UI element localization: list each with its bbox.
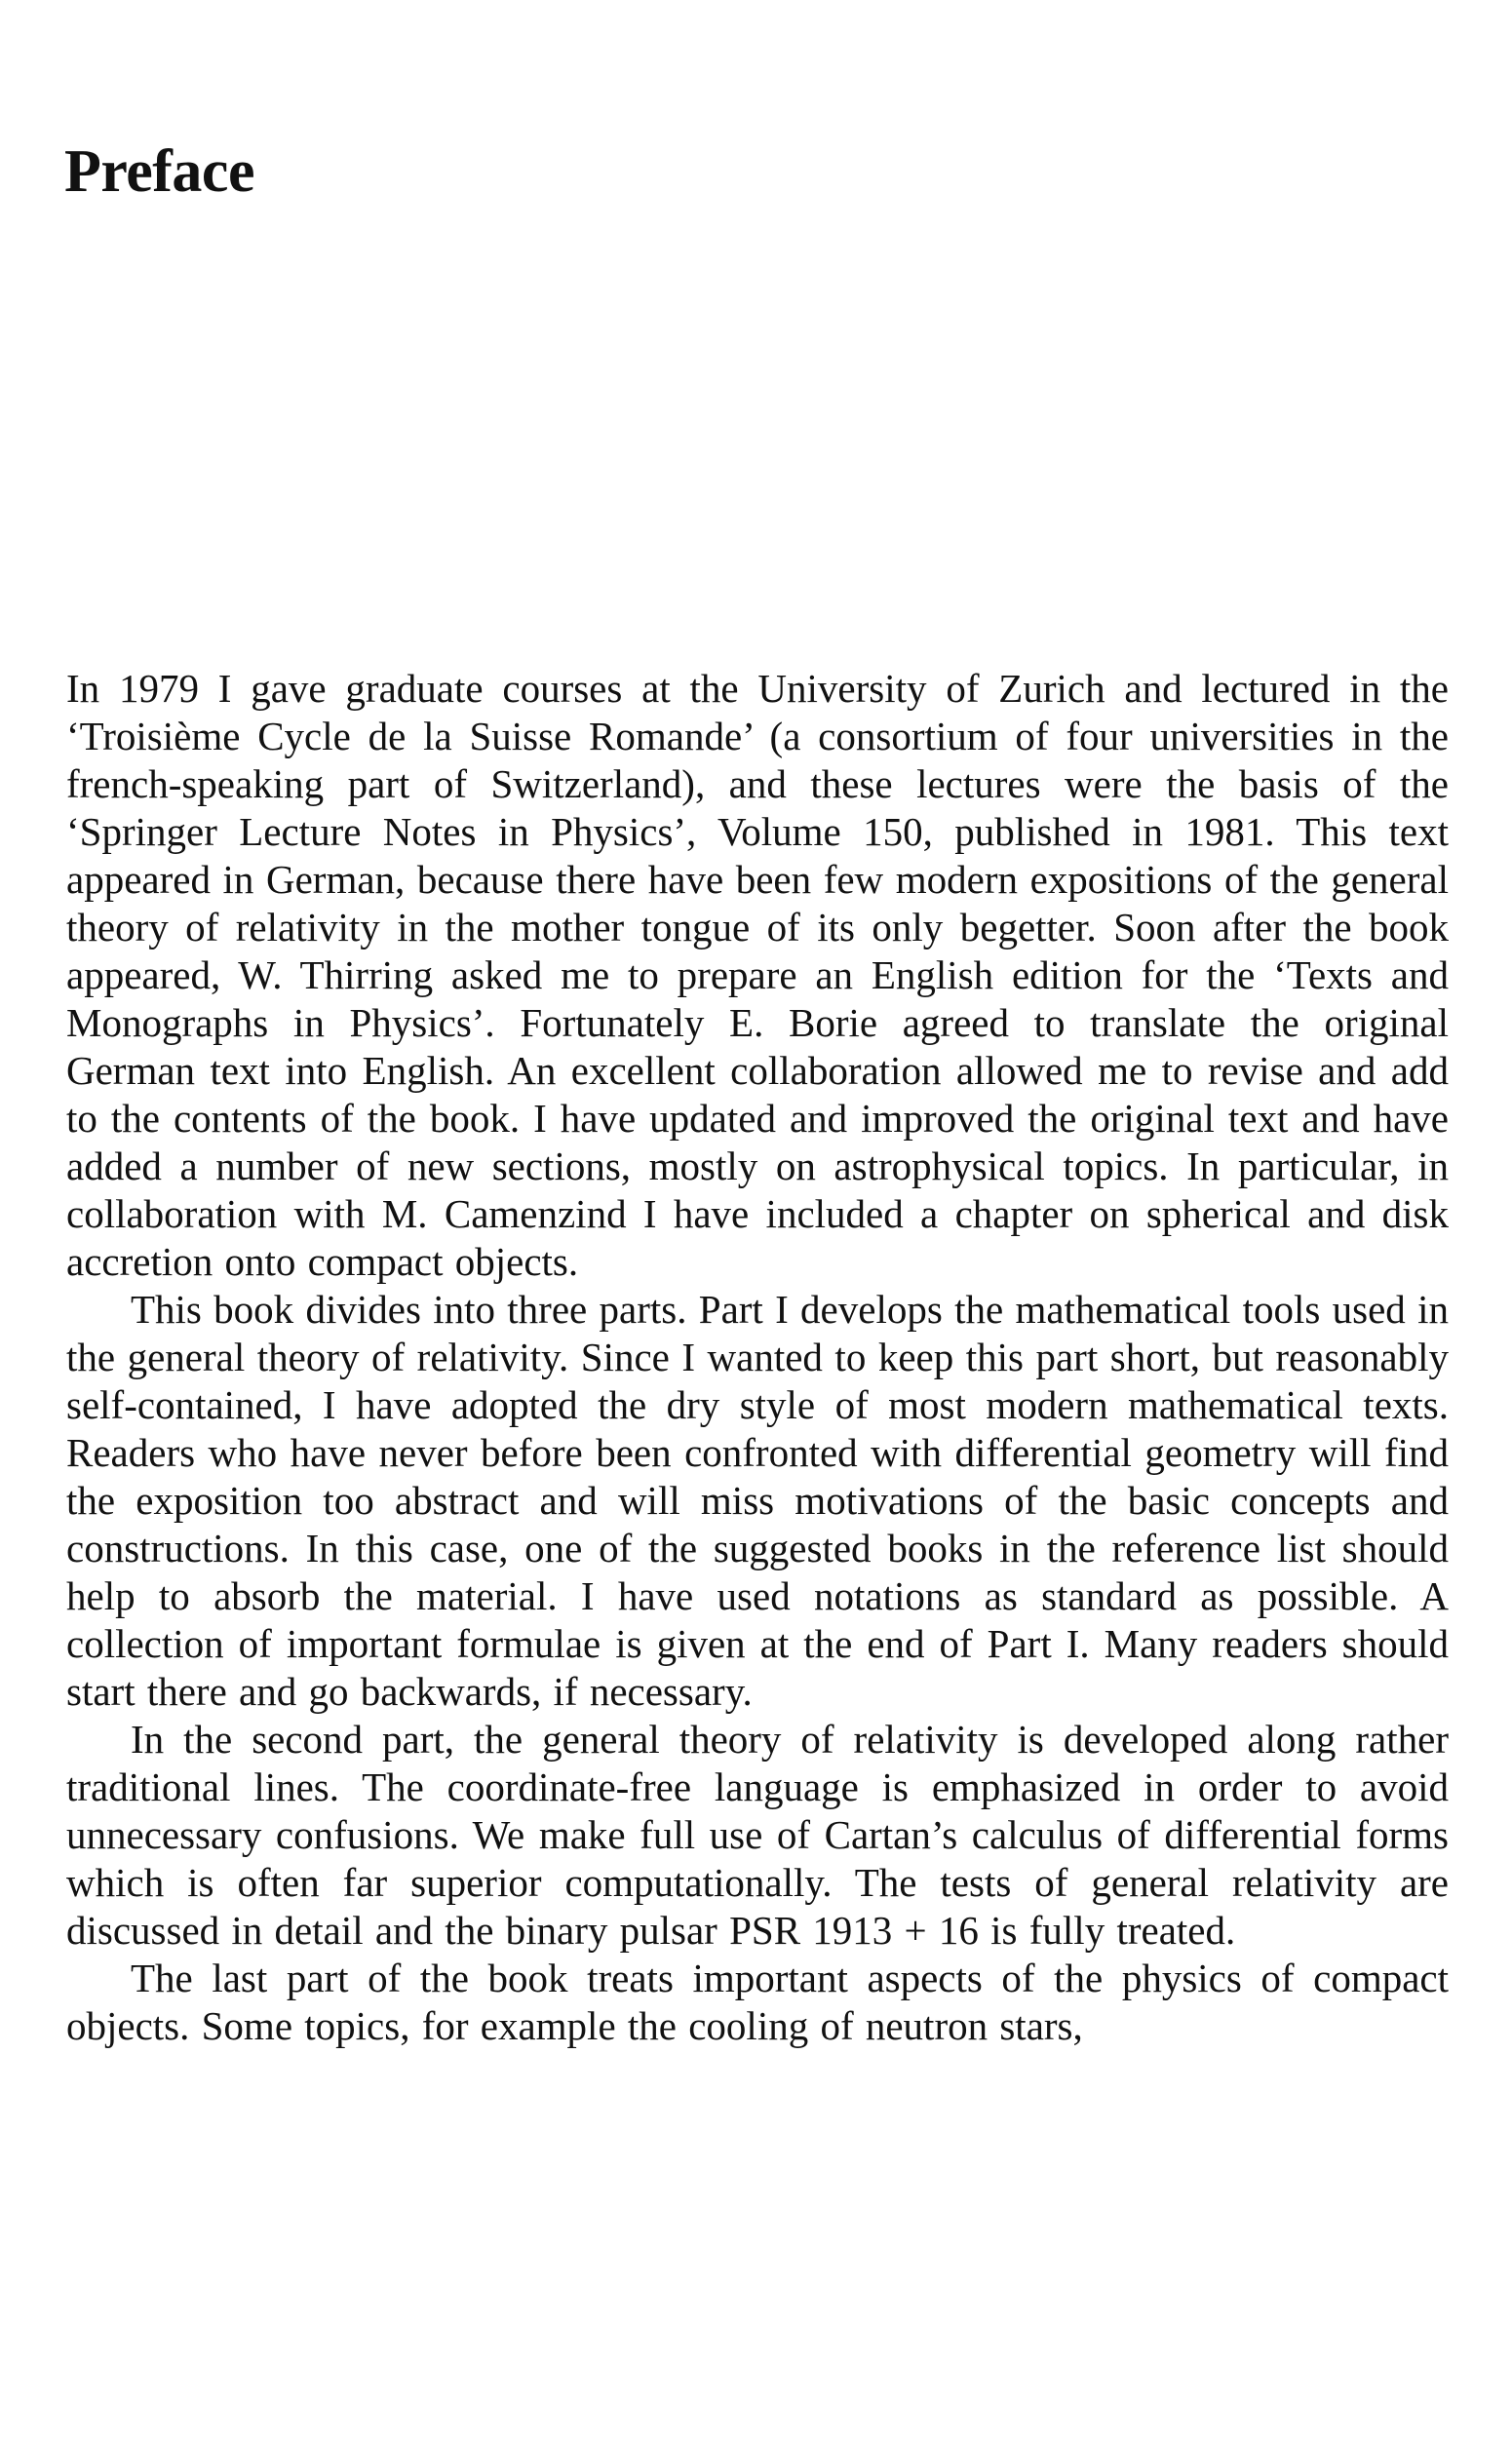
paragraph-3: In the second part, the general theory of relativity is developed along rather traditional lines. The coordinate-free language is emphasized in order to avoid unnecessary confusions. We make full use of Cartan’s calculus of differential forms which is often far superior computationally. The tests of general relativity are discussed in detail and the binary pulsar PSR 1913 + 16 is fully treated. — [66, 1717, 1449, 1953]
preface-body — [66, 665, 1449, 2050]
paragraph-2: This book divides into three parts. Part I develops the mathematical tools used in the general theory of relativity. Since I wanted to keep this part short, but reasonably self-contained, I have adopted the dry style of most modern mathematical texts. Readers who have never before been confronted with differential geometry will find the exposition too abstract and will miss motivations of the basic concepts and constructions. In this case, one of the suggested books in the reference list should help to absorb the material. I have used notations as standard as possible. A collection of important formulae is given at the end of Part I. Many readers should start there and go backwards, if necessary. — [66, 1287, 1449, 1714]
page-title: Preface — [64, 138, 254, 205]
paragraph-4: The last part of the book treats important aspects of the physics of compact objects. Some topics, for example the cooling of neutron stars, — [66, 1956, 1449, 2048]
paragraph-1: In 1979 I gave graduate courses at the University of Zurich and lectured in the ‘Troisième Cycle de la Suisse Romande’ (a consortium of four universities in the french-speaking part of Switzerland), and these lectures were the basis of the ‘Springer Lecture Notes in Physics’, Volume 150, published in 1981. This text appeared in German, because there have been few modern expositions of the general theory of relativity in the mother tongue of its only begetter. Soon after the book appeared, W. Thirring asked me to prepare an English edition for the ‘Texts and Monographs in Physics’. Fortunately E. Borie agreed to translate the original German text into English. An excellent collaboration allowed me to revise and add to the contents of the book. I have updated and improved the original text and have added a number of new sections, mostly on astrophysical topics. In particular, in collaboration with M. Camenzind I have included a chapter on spherical and disk accretion onto compact objects. — [66, 666, 1449, 1284]
